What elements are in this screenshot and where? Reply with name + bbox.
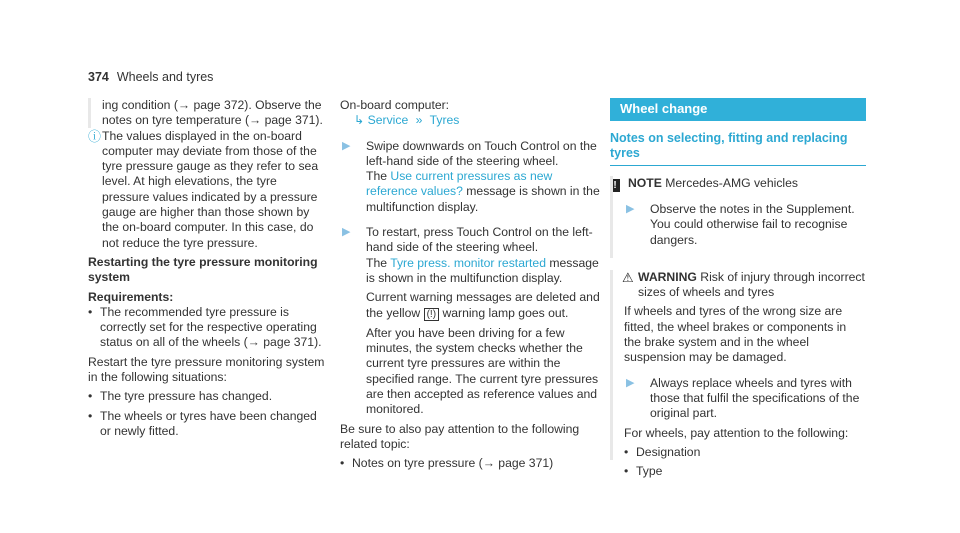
warning-block: ⚠ WARNING Risk of injury through incorrect sizes of wheels and tyres If wheels and tyres of the wrong size are fitted, the wheel brakes or components in the brake system and in the wheel suspension may be damaged. ▶ Always replace wheels and tyres with those that fulfil the specifications of the original part. For wheels, pay attention to the following: • Designation • Type — [610, 270, 866, 480]
display-message: Use current pressures as new reference values? — [366, 169, 553, 199]
step-2: ▶ To restart, press Touch Control on the left-hand side of the steering wheel. The Tyre press. monitor restarted message is shown in the multifunction display. Current warning messages are deleted and the yellow (!) warning lamp goes out. After you have been driving for a few minutes, the system checks whether the current tyre pressures are within the specified range. The current tyre pressures are then accepted as reference values and monitored. — [342, 225, 600, 417]
continued-text: ing condition (→ page 372). Observe the notes on tyre temperature (→ page 371). — [102, 98, 323, 128]
situation-item: • The tyre pressure has changed. — [88, 389, 326, 404]
step-arrow-icon: ▶ — [626, 376, 635, 389]
step-arrow-icon: ▶ — [342, 139, 351, 152]
info-icon: ⓘ — [88, 128, 102, 144]
block-bar — [88, 98, 91, 128]
restart-text: Restart the tyre pressure monitoring system in the following situations: — [88, 354, 325, 385]
display-message: Tyre press. monitor restarted — [390, 255, 546, 270]
onboard-computer-label: On-board computer: — [340, 98, 450, 112]
list-item: • Designation — [624, 445, 866, 460]
info-text: The values displayed in the on-board computer may deviate from those of the tyre pressure gauge as they refer to sea level. At high elevations, the tyre pressure values indicated by a pressure gauge are higher than those shown by the on-board computer. In this case, do not reduce the tyre pressure. — [102, 128, 319, 250]
section-title: Notes on selecting, fitting and replacing tyres — [610, 131, 866, 166]
continued-block — [88, 98, 326, 129]
related-text: Be sure to also pay attention to the following related topic: — [340, 421, 580, 451]
note-label: NOTE — [628, 176, 662, 190]
column-3 — [610, 98, 866, 479]
requirement-item: • The recommended tyre pressure is correctly set for the respective operating status on all of the wheels (→ page 371). — [88, 305, 326, 351]
page-number: 374 — [88, 70, 109, 84]
warning-label: WARNING — [638, 269, 697, 284]
note-step: ▶ Observe the notes in the Supplement. You could otherwise fail to recognise dangers. — [626, 202, 855, 247]
warning-triangle-icon: ⚠ — [622, 269, 634, 285]
note-block: ! NOTE Mercedes-AMG vehicles ▶ Observe the notes in the Supplement. You could otherwise fail to recognise dangers. — [610, 176, 866, 248]
column-2 — [340, 98, 602, 472]
column-1 — [88, 98, 326, 439]
warning-step: ▶ Always replace wheels and tyres with those that fulfil the specifications of the original part. — [626, 375, 860, 421]
related-item: • Notes on tyre pressure (→ page 371) — [340, 456, 602, 471]
list-item: • Type — [624, 464, 866, 479]
page-header — [88, 70, 213, 85]
section-heading: Restarting the tyre pressure monitoring system — [88, 254, 318, 285]
step-arrow-icon: ▶ — [626, 203, 635, 215]
tyre-warning-lamp-icon: (!) — [424, 308, 439, 321]
step-1: ▶ Swipe downwards on Touch Control on the left-hand side of the steering wheel. The Use current pressures as new reference values? message is shown in the multifunction display. — [342, 138, 600, 214]
menu-path: ↳ Service » Tyres — [354, 113, 460, 128]
menu-arrow-icon: » — [415, 113, 423, 128]
page-title: Wheels and tyres — [116, 70, 214, 84]
note-icon: ! — [610, 179, 620, 192]
step-arrow-icon: ▶ — [342, 226, 351, 239]
info-block — [88, 129, 326, 251]
situation-item: • The wheels or tyres have been changed or newly fitted. — [88, 409, 326, 440]
wheel-change-header: Wheel change — [610, 98, 866, 121]
requirements-label: Requirements: — [88, 289, 174, 304]
menu-arrow-icon: ↳ — [354, 113, 365, 128]
